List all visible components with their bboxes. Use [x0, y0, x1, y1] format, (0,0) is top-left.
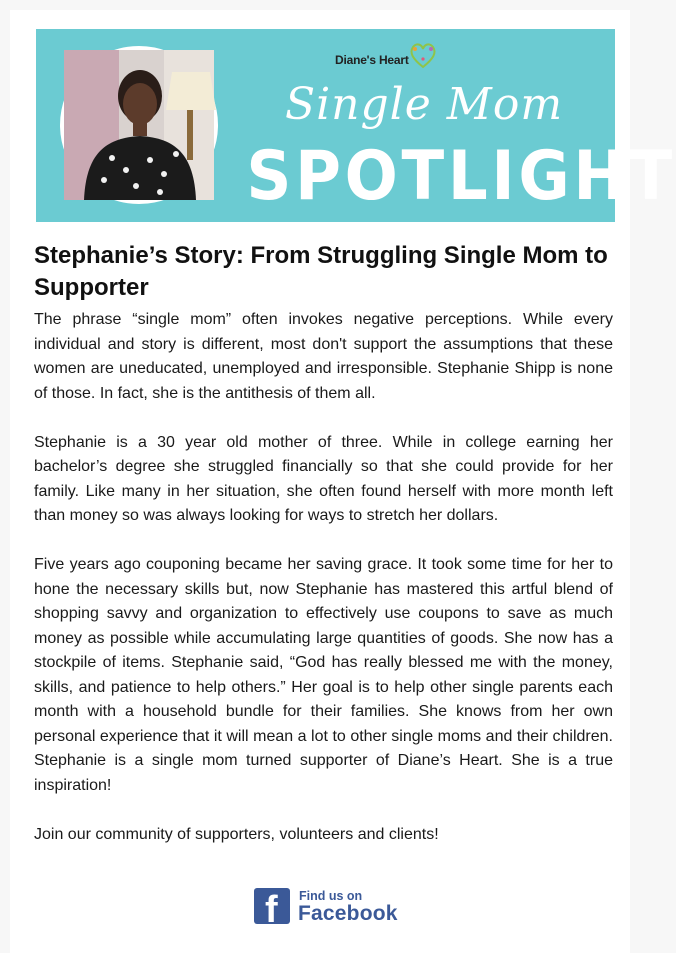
facebook-link[interactable]: [254, 888, 404, 931]
spotlight-banner: [36, 29, 676, 222]
profile-photo: [60, 46, 218, 204]
article-paragraph: Five years ago couponing became her saving grace. It took some time for her to hone the necessary skills but, now Stephanie has mastered this artful blend of shopping savvy and organization to effectively use coupons to save as much money as possible while accumulating large quantities of goods. She now has a stockpile of items. Stephanie said, “God has really blessed me with the money, skills, and patience to help others.” Her goal is to help other single parents each month with a household bundle for their families. She knows from her own personal experience that it will mean a lot to other single moms and their children. Stephanie is a single mom turned supporter of Diane’s Heart. She is a true inspiration!: [34, 556, 613, 794]
article-headline: Stephanie’s Story: From Struggling Single Mom to Supporter: [34, 242, 608, 301]
facebook-find-text: Find us on: [299, 889, 363, 903]
banner-title: SPOTLIGHT: [246, 137, 676, 216]
banner-script-title: Single Mom: [284, 79, 564, 130]
brand-logo: [325, 49, 445, 77]
heart-icon: [405, 41, 441, 71]
article-paragraph: Stephanie is a 30 year old mother of three. While in college earning her bachelor’s degree she struggled financially so that she could provide for her family. Like many in her situation, she often found herself with more month left than money so was always looking for ways to stretch her dollars.: [34, 433, 613, 524]
facebook-name: Facebook: [298, 902, 398, 925]
article-paragraph: Join our community of supporters, volunteers and clients!: [34, 825, 439, 843]
article-paragraph: The phrase “single mom” often invokes negative perceptions. While every individual and story is different, most don't support the assumptions that these women are uneducated, unemployed and irresponsible. Stephanie Shipp is none of those. In fact, she is the antithesis of them all.: [34, 311, 613, 402]
brand-name: Diane's Heart: [335, 53, 409, 67]
facebook-f-icon: f: [254, 888, 290, 924]
article-body: [34, 308, 613, 872]
